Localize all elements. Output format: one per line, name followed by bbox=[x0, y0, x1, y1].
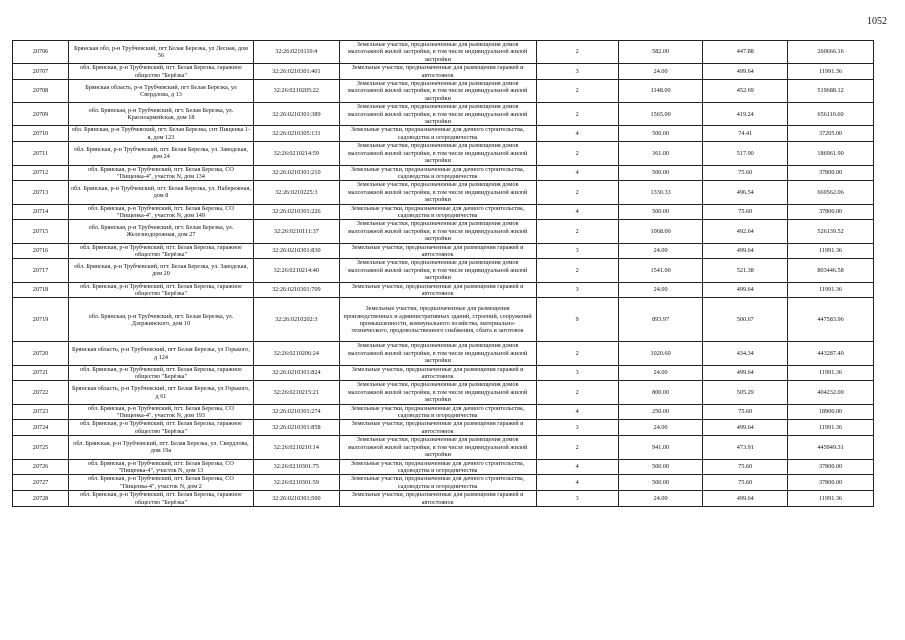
address-cell: обл. Брянская, р-н Трубчевский, пгт. Белая Березка, гаражное общество "Берёзка" bbox=[69, 243, 254, 259]
table-row bbox=[13, 259, 874, 282]
category-code: 9 bbox=[536, 298, 618, 342]
area-value: 24.00 bbox=[618, 282, 703, 298]
row-id: 20712 bbox=[13, 165, 69, 181]
specific-value: 505.29 bbox=[703, 381, 788, 404]
specific-value: 499.64 bbox=[703, 282, 788, 298]
table-row bbox=[13, 459, 874, 475]
row-id: 20727 bbox=[13, 475, 69, 491]
cadastral-number: 32:26:0210205:22 bbox=[253, 80, 339, 103]
category-code: 3 bbox=[536, 365, 618, 381]
table-row bbox=[13, 491, 874, 507]
page-number: 1052 bbox=[867, 16, 887, 27]
row-id: 20728 bbox=[13, 491, 69, 507]
table-row bbox=[13, 103, 874, 126]
address-cell: обл. Брянская, р-н Трубчевский, пгт. Белая Березка, ул. Дзержинского, дом 10 bbox=[69, 298, 254, 342]
land-use-type: Земельные участки, предназначенные для дачного строительства, садоводства и огородничества bbox=[339, 126, 536, 142]
row-id: 20721 bbox=[13, 365, 69, 381]
address-cell: обл. Брянская, р-н Трубчевский, пгт. Белая Березка, ул. Заводская, дом 20 bbox=[69, 259, 254, 282]
category-code: 2 bbox=[536, 381, 618, 404]
cadastral-value: 37800.00 bbox=[788, 165, 874, 181]
area-value: 24.00 bbox=[618, 491, 703, 507]
cadastral-value: 37800.00 bbox=[788, 204, 874, 220]
table-row bbox=[13, 243, 874, 259]
address-cell: обл. Брянская, р-н Трубчевский, пгт. Белая Березка, гаражное общество "Берёзка" bbox=[69, 282, 254, 298]
land-use-type: Земельные участки, предназначенные для размещения домов малоэтажной жилой застройки, в том числе индивидуальной жилой застройки bbox=[339, 181, 536, 204]
row-id: 20715 bbox=[13, 220, 69, 243]
table-row bbox=[13, 404, 874, 420]
specific-value: 499.64 bbox=[703, 243, 788, 259]
area-value: 941.00 bbox=[618, 436, 703, 459]
specific-value: 74.41 bbox=[703, 126, 788, 142]
cadastral-value: 18900.00 bbox=[788, 404, 874, 420]
table-row bbox=[13, 80, 874, 103]
table-row bbox=[13, 475, 874, 491]
address-cell: Брянская область, р-н Трубчевский, пгт Белая Березка, ул Горького, д 61 bbox=[69, 381, 254, 404]
cadastral-number: 32:26:0210214:59 bbox=[253, 142, 339, 165]
address-cell: обл. Брянская, р-н Трубчевский, пгт. Белая Березка, ул. Заводская, дом 24 bbox=[69, 142, 254, 165]
land-use-type: Земельные участки, предназначенные для размещения домов малоэтажной жилой застройки, в том числе индивидуальной жилой застройки bbox=[339, 342, 536, 365]
land-use-type: Земельные участки, предназначенные для дачного строительства, садоводства и огородничества bbox=[339, 459, 536, 475]
category-code: 4 bbox=[536, 404, 618, 420]
cadastral-value: 445949.31 bbox=[788, 436, 874, 459]
table-row bbox=[13, 282, 874, 298]
category-code: 4 bbox=[536, 126, 618, 142]
category-code: 2 bbox=[536, 259, 618, 282]
cadastral-value: 11991.36 bbox=[788, 243, 874, 259]
cadastral-number: 32:26:0210111:37 bbox=[253, 220, 339, 243]
row-id: 20711 bbox=[13, 142, 69, 165]
address-cell: обл. Брянская, р-н Трубчевский, пгт. Белая Березка, СО "Пищенка-4", участок N, дом 193 bbox=[69, 404, 254, 420]
area-value: 500.00 bbox=[618, 204, 703, 220]
address-cell: обл. Брянская, р-н Трубчевский, пгт. Белая Березка, ул. Свердлова, дом 19а bbox=[69, 436, 254, 459]
cadastral-number: 32:26:0210301:500 bbox=[253, 491, 339, 507]
cadastral-number: 32:26:0210301:75 bbox=[253, 459, 339, 475]
table-row bbox=[13, 181, 874, 204]
land-use-type: Земельные участки, предназначенные для размещения гаражей и автостоянок bbox=[339, 420, 536, 436]
table-row bbox=[13, 165, 874, 181]
cadastral-number: 32:26:0210206:24 bbox=[253, 342, 339, 365]
land-use-type: Земельные участки, предназначенные для размещения гаражей и автостоянок bbox=[339, 64, 536, 80]
specific-value: 75.60 bbox=[703, 459, 788, 475]
table-row bbox=[13, 298, 874, 342]
specific-value: 447.88 bbox=[703, 41, 788, 64]
category-code: 2 bbox=[536, 220, 618, 243]
table-row bbox=[13, 220, 874, 243]
address-cell: Брянская область, р-н Трубчевский, пгт Белая Березка, ул Горького, д 124 bbox=[69, 342, 254, 365]
area-value: 1565.00 bbox=[618, 103, 703, 126]
land-use-type: Земельные участки, предназначенные для дачного строительства, садоводства и огородничества bbox=[339, 404, 536, 420]
land-use-type: Земельные участки, предназначенные для размещения гаражей и автостоянок bbox=[339, 365, 536, 381]
category-code: 4 bbox=[536, 475, 618, 491]
address-cell: обл. Брянская, р-н Трубчевский, пгт. Белая Березка, СО "Пищенка-4", участок N, дом 134 bbox=[69, 165, 254, 181]
area-value: 582.00 bbox=[618, 41, 703, 64]
address-cell: обл. Брянская, р-н Трубчевский, пгт. Белая Березка, ул. Красноармейская, дом 18 bbox=[69, 103, 254, 126]
land-use-type: Земельные участки, предназначенные для размещения домов малоэтажной жилой застройки, в том числе индивидуальной жилой застройки bbox=[339, 436, 536, 459]
specific-value: 473.91 bbox=[703, 436, 788, 459]
cadastral-value: 660562.06 bbox=[788, 181, 874, 204]
category-code: 3 bbox=[536, 282, 618, 298]
area-value: 24.00 bbox=[618, 420, 703, 436]
address-cell: обл. Брянская, р-н Трубчевский, пгт. Белая Березка, гаражное общество "Берёзка" bbox=[69, 420, 254, 436]
cadastral-number: 32:26:0210301:389 bbox=[253, 103, 339, 126]
row-id: 20709 bbox=[13, 103, 69, 126]
land-use-type: Земельные участки, предназначенные для размещения домов малоэтажной жилой застройки, в том числе индивидуальной жилой застройки bbox=[339, 259, 536, 282]
cadastral-value: 11991.36 bbox=[788, 420, 874, 436]
category-code: 2 bbox=[536, 342, 618, 365]
area-value: 500.00 bbox=[618, 459, 703, 475]
cadastral-number: 32:26:0210301:830 bbox=[253, 243, 339, 259]
land-use-type: Земельные участки, предназначенные для размещения домов малоэтажной жилой застройки, в том числе индивидуальной жилой застройки bbox=[339, 80, 536, 103]
category-code: 3 bbox=[536, 420, 618, 436]
address-cell: обл. Брянская, р-н Трубчевский, пгт. Белая Березка, гаражное общество "Берёзка" bbox=[69, 491, 254, 507]
address-cell: обл. Брянская, р-н Трубчевский, пгт. Белая Березка, снт Пищенка 1-я, дом 123 bbox=[69, 126, 254, 142]
address-cell: Брянская область, р-н Трубчевский, пгт Белая Березка, ул Свердлова, д 13 bbox=[69, 80, 254, 103]
address-cell: обл. Брянская, р-н Трубчевский, пгт. Белая Березка, СО "Пищенка-4", участок N, дом 13 bbox=[69, 459, 254, 475]
category-code: 3 bbox=[536, 243, 618, 259]
specific-value: 75.60 bbox=[703, 165, 788, 181]
cadastral-number: 32:26:0210301:709 bbox=[253, 282, 339, 298]
table-body bbox=[13, 41, 874, 507]
land-use-type: Земельные участки, предназначенные для размещения домов малоэтажной жилой застройки, в том числе индивидуальной жилой застройки bbox=[339, 142, 536, 165]
cadastral-value: 404232.00 bbox=[788, 381, 874, 404]
table-row bbox=[13, 126, 874, 142]
cadastral-number: 32:26:0210214:40 bbox=[253, 259, 339, 282]
specific-value: 452.69 bbox=[703, 80, 788, 103]
cadastral-number: 32:26:0210301:824 bbox=[253, 365, 339, 381]
specific-value: 496.54 bbox=[703, 181, 788, 204]
table-row bbox=[13, 436, 874, 459]
category-code: 2 bbox=[536, 80, 618, 103]
land-use-type: Земельные участки, предназначенные для размещения гаражей и автостоянок bbox=[339, 243, 536, 259]
specific-value: 500.67 bbox=[703, 298, 788, 342]
specific-value: 517.90 bbox=[703, 142, 788, 165]
category-code: 3 bbox=[536, 64, 618, 80]
address-cell: обл. Брянская, р-н Трубчевский, пгт. Белая Березка, гаражное общество "Берёзка" bbox=[69, 64, 254, 80]
category-code: 2 bbox=[536, 436, 618, 459]
row-id: 20722 bbox=[13, 381, 69, 404]
land-use-type: Земельные участки, предназначенные для размещения домов малоэтажной жилой застройки, в том числе индивидуальной жилой застройки bbox=[339, 103, 536, 126]
address-cell: обл. Брянская, р-н Трубчевский, пгт. Белая Березка, ул. Железнодорожная, дом 27 bbox=[69, 220, 254, 243]
category-code: 2 bbox=[536, 103, 618, 126]
land-use-type: Земельные участки, предназначенные для размещения гаражей и автостоянок bbox=[339, 282, 536, 298]
row-id: 20716 bbox=[13, 243, 69, 259]
cadastral-number: 32:26:0210110:4 bbox=[253, 41, 339, 64]
table-row bbox=[13, 381, 874, 404]
table-row bbox=[13, 342, 874, 365]
row-id: 20720 bbox=[13, 342, 69, 365]
cadastral-value: 519688.12 bbox=[788, 80, 874, 103]
cadastral-number: 32:26:0210301:59 bbox=[253, 475, 339, 491]
area-value: 24.00 bbox=[618, 365, 703, 381]
area-value: 250.00 bbox=[618, 404, 703, 420]
cadastral-value: 11991.36 bbox=[788, 365, 874, 381]
land-use-type: Земельные участки, предназначенные для размещения домов малоэтажной жилой застройки, в том числе индивидуальной жилой застройки bbox=[339, 41, 536, 64]
row-id: 20708 bbox=[13, 80, 69, 103]
cadastral-number: 32:26:0210210:14 bbox=[253, 436, 339, 459]
cadastral-value: 37800.00 bbox=[788, 475, 874, 491]
address-cell: обл. Брянская, р-н Трубчевский, пгт. Белая Березка, СО "Пищенка-4", участок N, дом 149 bbox=[69, 204, 254, 220]
row-id: 20723 bbox=[13, 404, 69, 420]
specific-value: 499.64 bbox=[703, 365, 788, 381]
table-row bbox=[13, 142, 874, 165]
cadastral-value: 11991.36 bbox=[788, 64, 874, 80]
category-code: 4 bbox=[536, 165, 618, 181]
land-use-type: Земельные участки, предназначенные для дачного строительства, садоводства и огородничества bbox=[339, 204, 536, 220]
row-id: 20725 bbox=[13, 436, 69, 459]
land-use-type: Земельные участки, предназначенные для размещения гаражей и автостоянок bbox=[339, 491, 536, 507]
land-use-type: Земельные участки, предназначенные для размещения домов малоэтажной жилой застройки, в том числе индивидуальной жилой застройки bbox=[339, 220, 536, 243]
specific-value: 521.38 bbox=[703, 259, 788, 282]
address-cell: обл. Брянская, р-н Трубчевский, пгт. Белая Березка, СО "Пищенка-4", участок N, дом 2 bbox=[69, 475, 254, 491]
cadastral-value: 656110.60 bbox=[788, 103, 874, 126]
specific-value: 499.64 bbox=[703, 64, 788, 80]
cadastral-value: 186961.90 bbox=[788, 142, 874, 165]
area-value: 500.00 bbox=[618, 165, 703, 181]
area-value: 1541.00 bbox=[618, 259, 703, 282]
category-code: 4 bbox=[536, 204, 618, 220]
area-value: 500.00 bbox=[618, 475, 703, 491]
table-row bbox=[13, 64, 874, 80]
row-id: 20706 bbox=[13, 41, 69, 64]
row-id: 20710 bbox=[13, 126, 69, 142]
cadastral-number: 32:26:0210301:401 bbox=[253, 64, 339, 80]
cadastral-number: 32:26:0210225:3 bbox=[253, 181, 339, 204]
land-use-type: Земельные участки, предназначенные для дачного строительства, садоводства и огородничества bbox=[339, 165, 536, 181]
cadastral-value: 37205.00 bbox=[788, 126, 874, 142]
address-cell: обл. Брянская, р-н Трубчевский, пгт. Белая Березка, ул. Набережная, дом 8 bbox=[69, 181, 254, 204]
specific-value: 434.34 bbox=[703, 342, 788, 365]
specific-value: 492.64 bbox=[703, 220, 788, 243]
specific-value: 499.64 bbox=[703, 420, 788, 436]
area-value: 24.00 bbox=[618, 243, 703, 259]
area-value: 24.00 bbox=[618, 64, 703, 80]
cadastral-value: 526139.52 bbox=[788, 220, 874, 243]
area-value: 893.97 bbox=[618, 298, 703, 342]
cadastral-number: 32:26:0210305:131 bbox=[253, 126, 339, 142]
category-code: 4 bbox=[536, 459, 618, 475]
specific-value: 75.60 bbox=[703, 475, 788, 491]
area-value: 1020.60 bbox=[618, 342, 703, 365]
table-row bbox=[13, 41, 874, 64]
address-cell: обл. Брянская, р-н Трубчевский, пгт. Белая Березка, гаражное общество "Берёзка" bbox=[69, 365, 254, 381]
cadastral-number: 32:26:0210301:858 bbox=[253, 420, 339, 436]
category-code: 3 bbox=[536, 491, 618, 507]
area-value: 361.00 bbox=[618, 142, 703, 165]
row-id: 20713 bbox=[13, 181, 69, 204]
row-id: 20717 bbox=[13, 259, 69, 282]
category-code: 2 bbox=[536, 41, 618, 64]
specific-value: 419.24 bbox=[703, 103, 788, 126]
address-cell: Брянская обл, р-н Трубчевский, пгт Белая Березка, ул Лесная, дом 56 bbox=[69, 41, 254, 64]
category-code: 2 bbox=[536, 142, 618, 165]
land-use-type: Земельные участки, предназначенные для размещения производственных и административных зданий, строений, сооружений промышленности, коммунального хозяйства, материально-технического, продовольственного снабжения, сбыта и заготовок bbox=[339, 298, 536, 342]
area-value: 1330.33 bbox=[618, 181, 703, 204]
cadastral-number: 32:26:0210202:3 bbox=[253, 298, 339, 342]
specific-value: 75.60 bbox=[703, 204, 788, 220]
row-id: 20719 bbox=[13, 298, 69, 342]
cadastral-value: 260666.16 bbox=[788, 41, 874, 64]
area-value: 1068.00 bbox=[618, 220, 703, 243]
cadastral-number: 32:26:0210301:210 bbox=[253, 165, 339, 181]
cadastral-value: 37800.00 bbox=[788, 459, 874, 475]
row-id: 20718 bbox=[13, 282, 69, 298]
specific-value: 499.64 bbox=[703, 491, 788, 507]
cadastral-value-table bbox=[12, 40, 874, 507]
cadastral-value: 447583.96 bbox=[788, 298, 874, 342]
area-value: 800.00 bbox=[618, 381, 703, 404]
cadastral-number: 32:26:0210301:226 bbox=[253, 204, 339, 220]
category-code: 2 bbox=[536, 181, 618, 204]
specific-value: 75.60 bbox=[703, 404, 788, 420]
table-row bbox=[13, 365, 874, 381]
cadastral-value: 11991.36 bbox=[788, 491, 874, 507]
cadastral-value: 11991.36 bbox=[788, 282, 874, 298]
row-id: 20724 bbox=[13, 420, 69, 436]
row-id: 20707 bbox=[13, 64, 69, 80]
row-id: 20726 bbox=[13, 459, 69, 475]
cadastral-value: 443287.40 bbox=[788, 342, 874, 365]
row-id: 20714 bbox=[13, 204, 69, 220]
cadastral-value: 803446.58 bbox=[788, 259, 874, 282]
land-use-type: Земельные участки, предназначенные для дачного строительства, садоводства и огородничества bbox=[339, 475, 536, 491]
land-use-type: Земельные участки, предназначенные для размещения домов малоэтажной жилой застройки, в том числе индивидуальной жилой застройки bbox=[339, 381, 536, 404]
table-row bbox=[13, 420, 874, 436]
area-value: 500.00 bbox=[618, 126, 703, 142]
cadastral-number: 32:26:0210301:274 bbox=[253, 404, 339, 420]
area-value: 1148.00 bbox=[618, 80, 703, 103]
table-row bbox=[13, 204, 874, 220]
cadastral-number: 32:26:0210215:21 bbox=[253, 381, 339, 404]
